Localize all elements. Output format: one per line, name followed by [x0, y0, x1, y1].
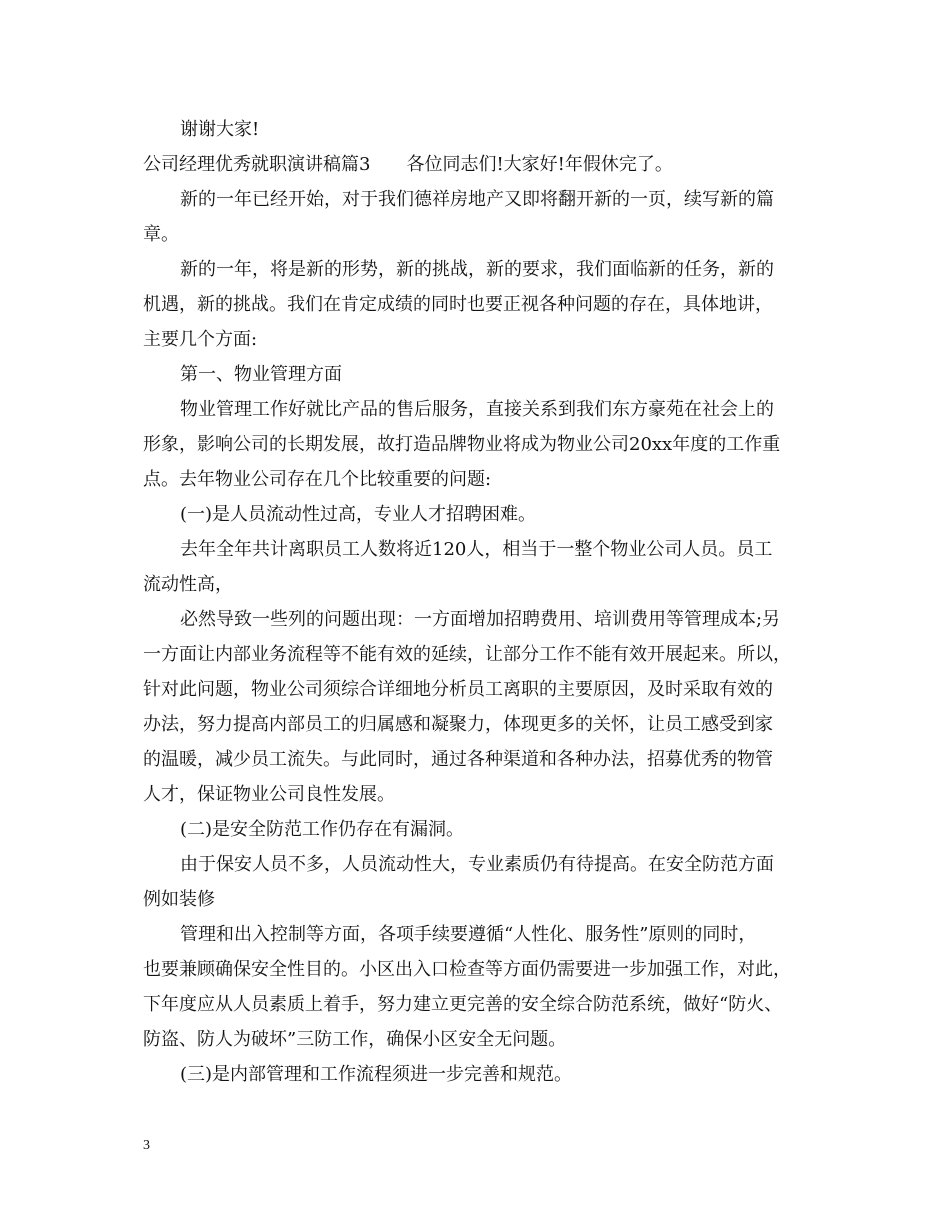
- text-line: 新的一年，将是新的形势，新的挑战，新的要求，我们面临新的任务，新的: [180, 259, 774, 280]
- text-line: 针对此问题，物业公司须综合详细地分析员工离职的主要原因，及时采取有效的: [143, 679, 773, 700]
- text-line: 管理和出入控制等方面，各项手续要遵循“人性化、服务性”原则的同时，: [180, 924, 757, 945]
- text-line: 下年度应从人员素质上着手，努力建立更完善的安全综合防范系统，做好“防火、: [143, 994, 783, 1015]
- text-line: 一方面让内部业务流程等不能有效的延续，让部分工作不能有效开展起来。所以，: [143, 644, 791, 665]
- text-line: 章。: [143, 224, 179, 245]
- text-line: 办法，努力提高内部员工的归属感和凝聚力，体现更多的关怀，让员工感受到家: [143, 714, 773, 735]
- text-line: 流动性高，: [143, 574, 233, 595]
- text-line: 的温暖，减少员工流失。与此同时，通过各种渠道和各种办法，招募优秀的物管: [143, 749, 773, 770]
- text-line: 例如装修: [143, 889, 215, 910]
- text-line: 点。去年物业公司存在几个比较重要的问题:: [143, 469, 492, 490]
- text-line: 主要几个方面:: [143, 329, 258, 350]
- text-line: (三)是内部管理和工作流程须进一步完善和规范。: [180, 1064, 573, 1085]
- text-line: 物业管理工作好就比产品的售后服务，直接关系到我们东方豪苑在社会上的: [180, 399, 774, 420]
- text-line: (一)是人员流动性过高，专业人才招聘困难。: [180, 504, 537, 525]
- text-line: 新的一年已经开始，对于我们德祥房地产又即将翻开新的一页，续写新的篇: [180, 189, 774, 210]
- text-line: 去年全年共计离职员工人数将近120人，相当于一整个物业公司人员。员工: [180, 539, 773, 560]
- text-line: 人才，保证物业公司良性发展。: [143, 784, 395, 805]
- text-line: 也要兼顾确保安全性目的。小区出入口检查等方面仍需要进一步加强工作，对此，: [143, 959, 791, 980]
- text-line: 公司经理优秀就职演讲稿篇3 各位同志们!大家好!年假休完了。: [143, 154, 673, 175]
- text-line: 机遇，新的挑战。我们在肯定成绩的同时也要正视各种问题的存在，具体地讲，: [143, 294, 773, 315]
- text-line: 必然导致一些列的问题出现：一方面增加招聘费用、培训费用等管理成本;另: [180, 609, 781, 630]
- text-line: 形象，影响公司的长期发展，故打造品牌物业将成为物业公司20xx年度的工作重: [143, 434, 781, 455]
- text-line: 谢谢大家!: [180, 119, 260, 140]
- page-number: 3: [143, 1138, 150, 1153]
- text-line: 由于保安人员不多，人员流动性大，专业素质仍有待提高。在安全防范方面: [180, 854, 774, 875]
- text-line: 防盗、防人为破坏”三防工作，确保小区安全无问题。: [143, 1029, 567, 1050]
- text-line: (二)是安全防范工作仍存在有漏洞。: [180, 819, 465, 840]
- section-heading: 第一、物业管理方面: [180, 364, 342, 385]
